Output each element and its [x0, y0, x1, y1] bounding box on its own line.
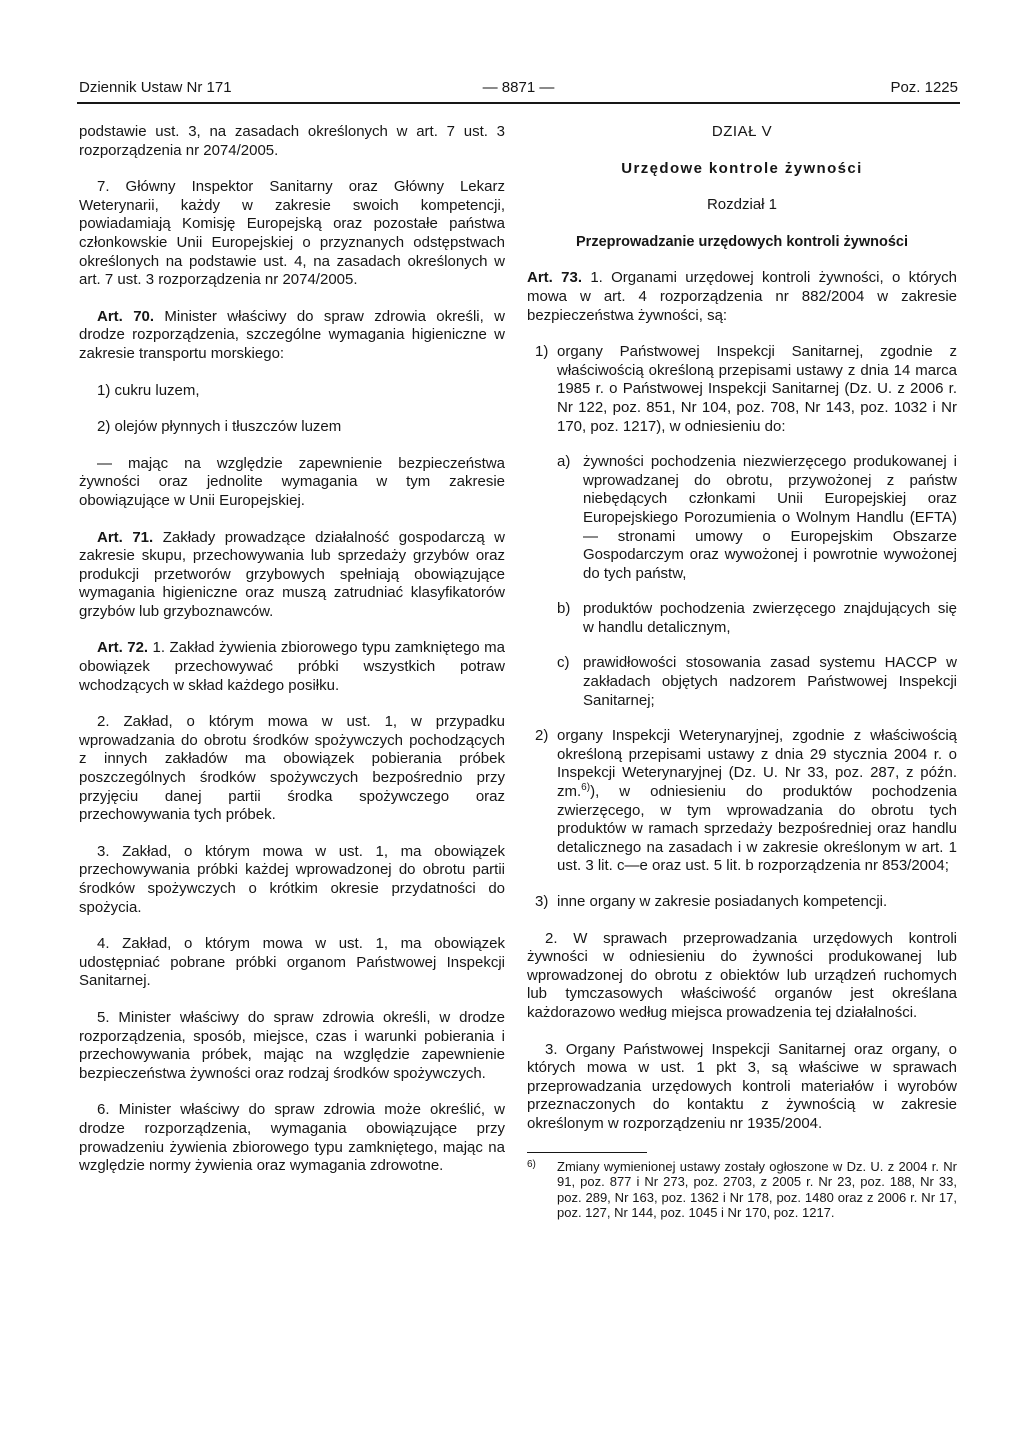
page-number: — 8871 —: [482, 79, 555, 96]
right-column: [527, 123, 957, 1221]
article-70-item-2: 2) olejów płynnych i tłuszczów luzem: [97, 418, 342, 436]
footnote-rule: [527, 1152, 647, 1153]
section-heading: DZIAŁ V: [711, 123, 773, 140]
section-title: Urzędowe kontrole żywności: [621, 159, 863, 177]
chapter-title: Przeprowadzanie urzędowych kontroli żywności: [576, 233, 908, 250]
article-73-para-2: 2. W sprawach przeprowadzania urzędowych kontroli żywności w odniesieniu do żywności produkowanej lub wprowadzonej do obrotu z obiektów lub urządzeń ruchomych lub tymczasowych właściwość organów jest określana każdorazowo według miejsca prowadzenia tej działalności.: [527, 929, 957, 1021]
left-column: [79, 123, 505, 1194]
article-72-para-2: 2. Zakład, o którym mowa w ust. 1, w przypadku wprowadzania do obrotu środków spożywczych pochodzących z innych zakładów ma obowiązek pobierania próbek poszczególnych środków spożywczych bezpośrednio przy przyjęciu danej partii środka spożywczego oraz przechowywania tych próbek.: [79, 713, 505, 824]
article-73-subitem-c: c) prawidłowości stosowania zasad systemu HACCP w zakładach objętych nadzorem Państwowej Inspekcji Sanitarnej;: [557, 654, 957, 709]
article-70-label: Art. 70.: [97, 307, 155, 325]
position-number: Poz. 1225: [890, 79, 958, 96]
article-73-subitem-a: a) żywności pochodzenia niezwierzęcego produkowanej i wprowadzanej do obrotu, przywożonej z państw niebędących członkami Unii Europejskiej oraz Europejskiego Porozumienia o Wolnym Handlu (EFTA) — stronami umowy o Europejskim Obszarze Gospodarczym oraz wywożonej i powrotnie wywożonej do tych państw,: [557, 453, 957, 582]
article-73-para-1: Art. 73. 1. Organami urzędowej kontroli żywności, o których mowa w art. 4 rozporządzenia nr 882/2004 w zakresie bezpieczeństwa żywności, są:: [527, 269, 957, 324]
article-73-list: [527, 343, 957, 911]
article-71-label: Art. 71.: [97, 528, 154, 546]
article-73-item-1: 1) organy Państwowej Inspekcji Sanitarnej, zgodnie z właściwością określoną przepisami ustawy z dnia 14 marca 1985 r. o Państwowej Inspekcji Sanitarnej (Dz. U. z 2006 r. Nr 122, poz. 851, Nr 104, poz. 708, Nr 143, poz. 1032 i Nr 170, poz. 1217), w odniesieniu do:: [535, 343, 957, 435]
article-72-para-1: Art. 72. 1. Zakład żywienia zbiorowego typu zamkniętego ma obowiązek przechowywać próbki wszystkich potraw wchodzących w skład każdego posiłku.: [79, 639, 506, 694]
article-70: [79, 308, 505, 364]
article-72-para-5: 5. Minister właściwy do spraw zdrowia określi, w drodze rozporządzenia, sposób, miejsce, czas i warunki pobierania i przechowywania próbek, mając na względzie zapewnienie bezpieczeństwa żywności oraz rodzaj środków spożywczych.: [79, 1008, 505, 1082]
publication-title: Dziennik Ustaw Nr 171: [79, 79, 232, 96]
article-71-text: Zakłady prowadzące działalność gospodarczą w zakresie skupu, przechowywania lub sprzedaży grzybów oraz produkcji przetworów grzybowych spełniają obowiązujące wymagania higieniczne oraz muszą zatrudniać klasyfikatorów grzybów lub grzyboznawców.: [79, 528, 505, 620]
article-70-closing: — mając na względzie zapewnienie bezpieczeństwa żywności oraz jednolite wymagania w tym zakresie obowiązujące w Unii Europejskiej.: [79, 454, 505, 509]
article-72-para-3: 3. Zakład, o którym mowa w ust. 1, ma obowiązek przechowywania próbki każdej wprowadzonej do obrotu partii środków spożywczych o krótkim okresie przydatności do spożycia.: [79, 842, 505, 916]
header-rule: [77, 102, 960, 104]
article-72-para-6: 6. Minister właściwy do spraw zdrowia może określić, w drodze rozporządzenia, wymagania obowiązujące przy prowadzeniu żywienia zbiorowego typu zamkniętego, mając na względzie normy żywienia oraz wymagania zdrowotne.: [79, 1101, 505, 1175]
article-72-para-4: 4. Zakład, o którym mowa w ust. 1, ma obowiązek udostępniać pobrane próbki organom Państwowej Inspekcji Sanitarnej.: [79, 935, 505, 990]
paragraph-7: 7. Główny Inspektor Sanitarny oraz Główny Lekarz Weterynarii, każdy w zakresie swoich kompetencji, powiadamiają Komisję Europejską oraz pozostałe państwa członkowskie Unii Europejskiej o przyznanych odstępstwach określonych na podstawie ust. 4, na zasadach określonych w art. 7 ust. 3 rozporządzenia nr 2074/2005.: [79, 178, 505, 289]
article-71: [79, 529, 505, 622]
article-73-subitem-b: b) produktów pochodzenia zwierzęcego znajdujących się w handlu detalicznym,: [557, 600, 957, 636]
article-73-label: Art. 73.: [527, 269, 582, 287]
article-72-label: Art. 72.: [97, 639, 149, 657]
chapter-heading: Rozdział 1: [706, 196, 778, 214]
page-header: [79, 78, 958, 98]
footnote-marker: 6): [527, 1158, 536, 1170]
intro-paragraph: podstawie ust. 3, na zasadach określonych w art. 7 ust. 3 rozporządzenia nr 2074/2005.: [79, 123, 505, 159]
article-73-para-3: 3. Organy Państwowej Inspekcji Sanitarnej oraz organy, o których mowa w ust. 1 pkt 3, są właściwe w sprawach przeprowadzania urzędowych kontroli materiałów i wyrobów przeznaczonych do kontaktu z żywnością w zakresie określonym w rozporządzeniu nr 1935/2004.: [527, 1040, 957, 1132]
article-73-item-3: 3) inne organy w zakresie posiadanych kompetencji.: [535, 893, 888, 910]
article-70-text: Minister właściwy do spraw zdrowia określi, w drodze rozporządzenia, szczególne wymagania higieniczne w zakresie transportu morskiego:: [79, 307, 505, 362]
footnote-reference: 6): [581, 782, 591, 794]
article-70-item-1: 1) cukru luzem,: [97, 381, 200, 399]
article-73-item-2: 2) organy Inspekcji Weterynaryjnej, zgodnie z właściwością określoną przepisami ustawy z dnia 29 stycznia 2004 r. o Inspekcji Weterynaryjnej (Dz. U. Nr 33, poz. 287, z późn. zm.$^{6)}$), w odniesieniu do produktów pochodzenia zwierzęcego, w tym wprowadzania do obrotu tych produktów w ramach sprzedaży bezpośredniej oraz handlu detalicznego na zasadach i w zakresie określonym w art. 1 ust. 3 lit. c—e oraz ust. 5 lit. b rozporządzenia nr 853/2004;: [535, 727, 957, 875]
footnote-text: Zmiany wymienionej ustawy zostały ogłoszone w Dz. U. z 2004 r. Nr 91, poz. 877 i Nr 273, poz. 2703, z 2005 r. Nr 23, poz. 188, Nr 33, poz. 289, Nr 163, poz. 1362 i Nr 178, poz. 1480 oraz z 2006 r. Nr 17, poz. 127, Nr 144, poz. 1045 i Nr 170, poz. 1217.: [557, 1158, 957, 1221]
footnote: [527, 1159, 957, 1221]
